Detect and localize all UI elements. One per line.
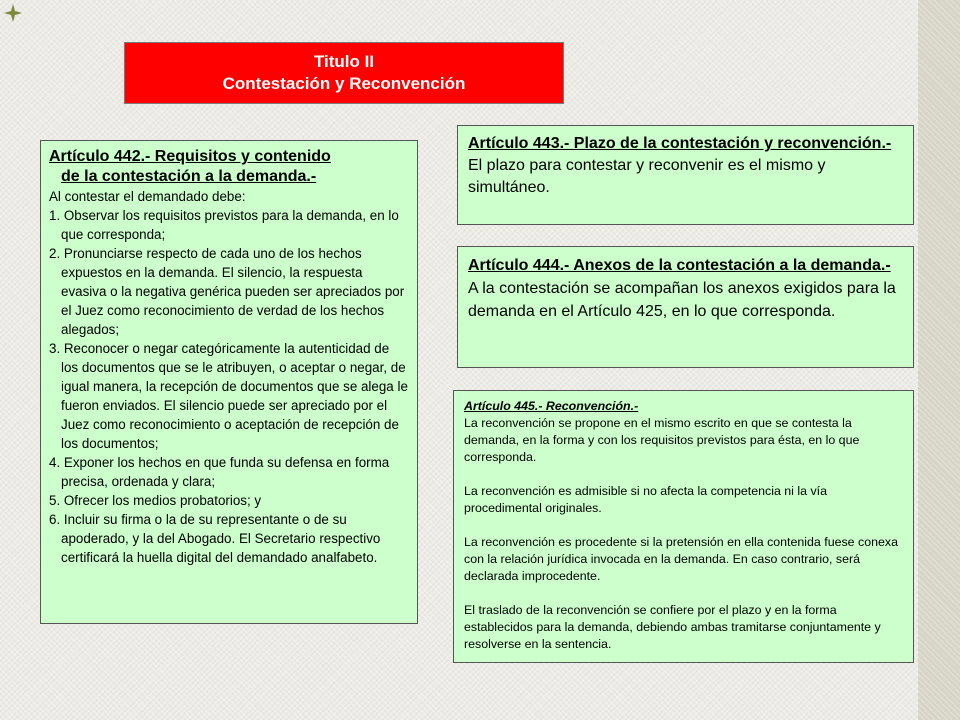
article-445-paragraph-2: La reconvención es admisible si no afecta la competencia ni la vía procedimental originales. [464,484,827,515]
article-442-item-6: 6. Incluir su firma o la de su representante o de su apoderado, y la del Abogado. El Secretario respectivo certificará la huella digital del demandado analfabeto. [49,512,381,565]
title-line2: Contestación y Reconvención [222,74,466,93]
background-strip [918,0,960,720]
article-442-item-4: 4. Exponer los hechos en que funda su defensa en forma precisa, ordenada y clara; [49,455,390,489]
article-443-body: El plazo para contestar y reconvenir es el mismo y simultáneo. [468,157,826,196]
article-444-heading: Artículo 444.- Anexos de la contestación a la demanda.- [468,257,891,274]
article-444-box [457,246,914,368]
article-445-paragraph-1: La reconvención se propone en el mismo escrito en que se contesta la demanda, en la forma y con los requisitos previstos para ésta, en lo que corresponda. [464,416,860,464]
star-bullet-icon [3,3,23,23]
article-443-box [457,125,914,225]
article-442-heading [49,147,409,187]
article-445-paragraph-3: La reconvención es procedente si la pretensión en ella contenida fuese conexa con la relación jurídica invocada en la demanda. En caso contrario, será declarada improcedente. [464,535,898,583]
article-442-heading-line2: de la contestación a la demanda.- [61,168,317,185]
title-line1: Titulo II [313,52,375,71]
article-443-heading: Artículo 443.- Plazo de la contestación y reconvención.- [468,135,892,152]
article-442-item-1: 1. Observar los requisitos previstos para la demanda, en lo que corresponda; [49,208,399,242]
article-442-heading-line1: Artículo 442.- Requisitos y contenido [49,148,331,165]
article-444-body: A la contestación se acompañan los anexos exigidos para la demanda en el Artículo 425, en lo que corresponda. [468,280,896,320]
article-442-intro: Al contestar el demandado debe: [49,189,246,204]
article-442-item-2: 2. Pronunciarse respecto de cada uno de los hechos expuestos en la demanda. El silencio, la respuesta evasiva o la negativa genérica pueden ser apreciados por el Juez como reconocimiento de verdad de los hechos alegados; [49,246,405,337]
title-banner [124,42,564,104]
article-445-box [453,390,914,663]
article-445-paragraph-4: El traslado de la reconvención se confiere por el plazo y en la forma establecidos para la demanda, debiendo ambas tramitarse conjuntamente y resolverse en la sentencia. [464,603,881,651]
article-442-box [40,140,418,624]
article-442-item-3: 3. Reconocer o negar categóricamente la autenticidad de los documentos que se le atribuyen, o aceptar o negar, de igual manera, la recepción de documentos que se alega le fueron enviados. El silencio puede ser apreciado por el Juez como reconocimiento o aceptación de recepción de los documentos; [49,341,408,451]
article-445-heading: Artículo 445.- Reconvención.- [464,399,639,413]
article-442-item-5: 5. Ofrecer los medios probatorios; y [49,493,262,508]
